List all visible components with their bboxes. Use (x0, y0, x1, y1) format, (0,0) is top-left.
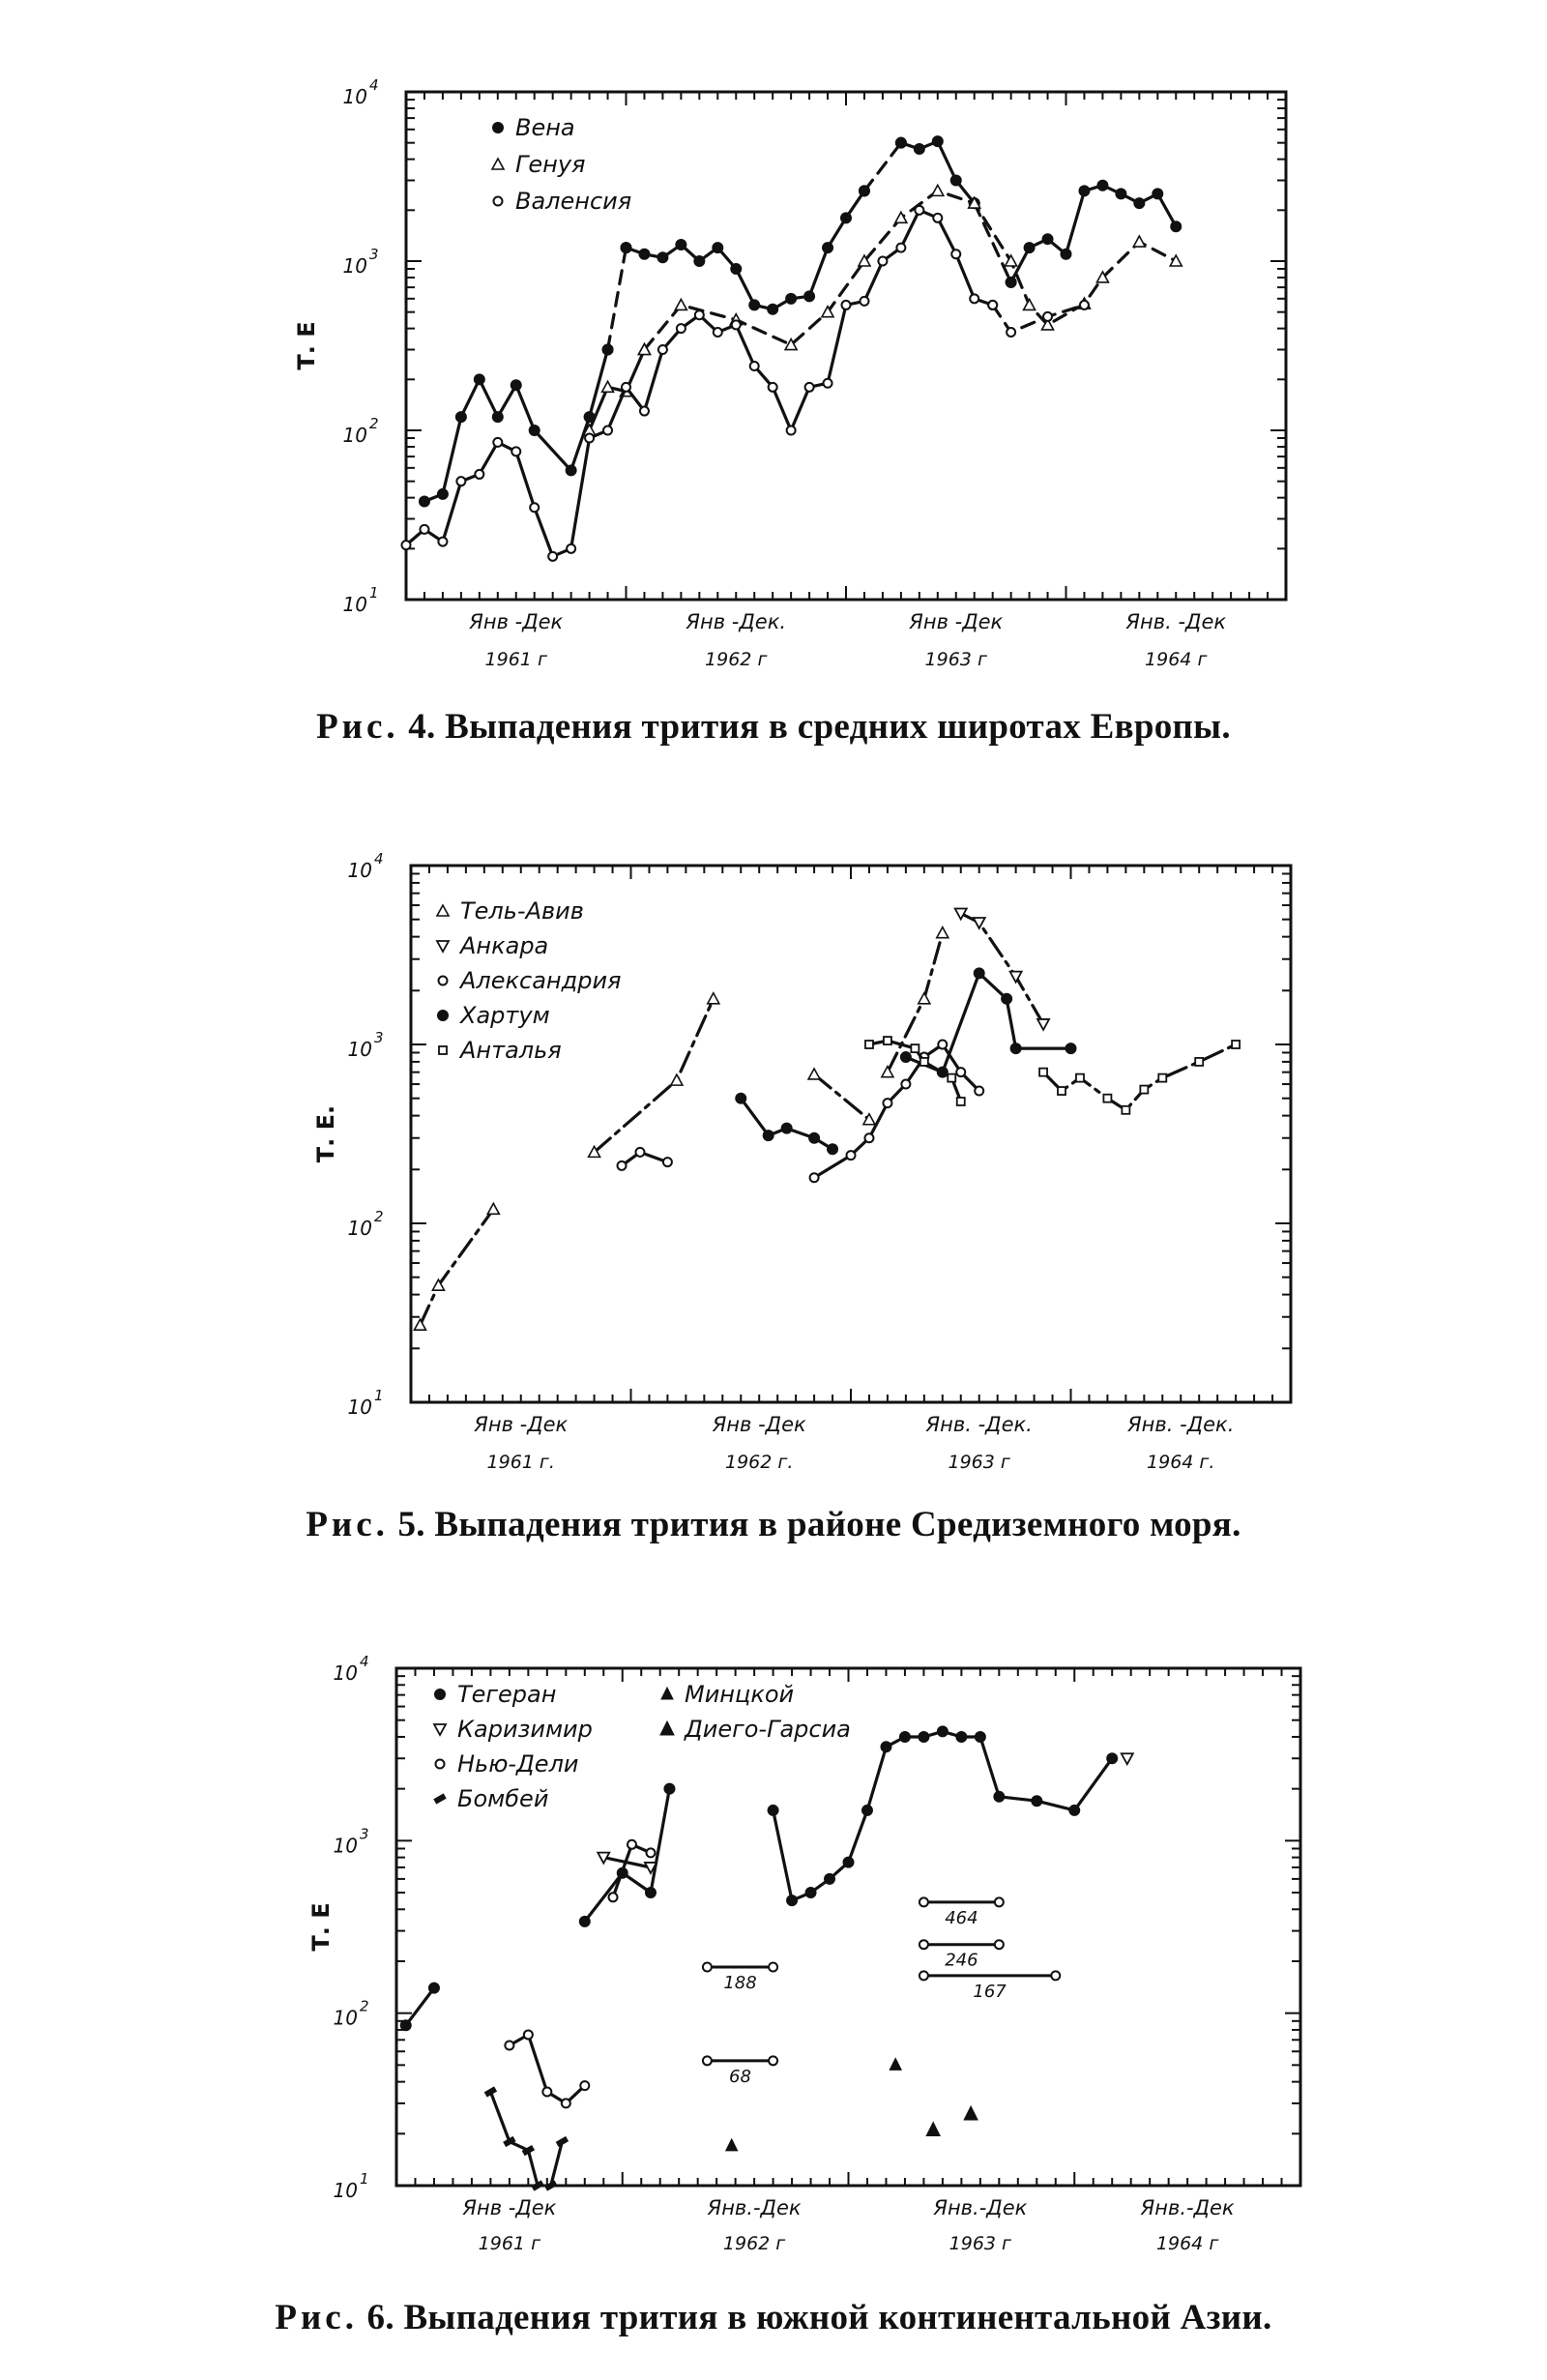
x-group-year-label: 1961 г. (486, 1452, 555, 1473)
data-point (635, 1148, 644, 1157)
data-point (808, 1069, 820, 1079)
x-group-range-label: Янв.-Дек (933, 2196, 1028, 2219)
data-point (402, 541, 411, 549)
data-point (1122, 1753, 1133, 1764)
data-point (676, 240, 686, 250)
data-point (786, 293, 797, 304)
series-line (406, 1988, 434, 2026)
data-point (664, 1783, 675, 1794)
data-point (1024, 299, 1036, 309)
annotation-endpoint (919, 1971, 928, 1980)
legend-label: Хартум (460, 1002, 550, 1029)
data-point (975, 1731, 985, 1742)
series-line (608, 248, 627, 349)
data-point (1103, 1095, 1111, 1102)
y-tick-exponent: 2 (360, 1997, 369, 2015)
data-point (824, 379, 832, 388)
data-point (1069, 1805, 1080, 1815)
data-point (437, 488, 448, 499)
x-group-range-label: Янв. -Дек. (1127, 1413, 1235, 1436)
x-group-range-label: Янв -Дек (469, 610, 564, 633)
data-point (900, 1052, 911, 1063)
series-Минцкой (726, 2058, 901, 2151)
caption-prefix: Рис. (306, 1505, 389, 1544)
data-point (823, 243, 833, 253)
data-point (511, 447, 520, 455)
series-Хартум (736, 968, 1076, 1155)
data-point (1153, 189, 1163, 199)
data-point (932, 185, 944, 195)
data-point (847, 1151, 856, 1160)
data-point (787, 1895, 798, 1906)
x-group-year-label: 1964 г. (1147, 1452, 1215, 1473)
data-point (1122, 1106, 1129, 1114)
data-point (400, 2020, 411, 2031)
figure-6-caption (0, 2297, 1547, 2338)
data-point (1007, 328, 1015, 337)
annotation-label: 188 (723, 1973, 757, 1994)
legend-marker (437, 905, 449, 916)
caption-prefix: Рис. (275, 2298, 358, 2337)
series-line (595, 999, 714, 1153)
data-point (580, 2081, 589, 2090)
data-point (618, 1161, 627, 1170)
legend-label: Валенсия (515, 188, 632, 215)
legend-label: Минцкой (685, 1681, 795, 1708)
data-point (825, 1873, 835, 1884)
series-Бомбей (484, 2086, 569, 2190)
plot-area (312, 850, 1291, 1473)
data-point (694, 256, 705, 267)
data-point (919, 1731, 929, 1742)
data-point (428, 1983, 439, 1993)
data-point (1116, 189, 1126, 199)
x-group-year-label: 1962 г. (724, 1452, 794, 1473)
y-axis-label: Т. Е (293, 321, 320, 370)
data-point (419, 496, 429, 507)
data-point (1158, 1074, 1166, 1082)
data-point (974, 968, 984, 979)
x-group-year-label: 1961 г (478, 2233, 541, 2254)
y-tick-label: 10 (333, 1661, 358, 1685)
data-point (843, 1857, 854, 1867)
y-tick-label: 10 (342, 593, 367, 616)
legend (433, 1681, 851, 1812)
data-point (731, 264, 742, 275)
series-line (551, 2142, 563, 2187)
data-point (956, 1731, 967, 1742)
data-point (455, 412, 466, 423)
series-line (1043, 1044, 1236, 1110)
x-group-range-label: Янв -Дек (474, 1413, 569, 1436)
data-point (675, 299, 686, 309)
legend-marker (494, 197, 503, 206)
legend (492, 114, 631, 215)
data-point (804, 291, 815, 302)
y-tick-exponent: 1 (374, 1387, 384, 1404)
series-Валенсия (402, 206, 1089, 561)
y-tick-label: 10 (347, 1396, 372, 1419)
annotation-label: 68 (729, 2066, 751, 2087)
annotation-label: 167 (973, 1981, 1007, 2002)
legend-label: Диего-Гарсиа (685, 1716, 851, 1743)
y-tick-exponent: 3 (369, 246, 379, 263)
data-point (948, 1074, 955, 1082)
annotation-endpoint (769, 2056, 777, 2065)
data-point (1195, 1058, 1203, 1066)
annotation-endpoint (703, 1963, 712, 1972)
y-tick-label: 10 (342, 85, 367, 108)
data-point (828, 1144, 838, 1155)
series-line (814, 1044, 979, 1178)
data-point (714, 328, 722, 337)
data-point (492, 412, 503, 423)
annotation-label: 246 (945, 1950, 978, 1971)
y-tick-exponent: 4 (374, 850, 384, 867)
data-point (750, 362, 759, 370)
x-group-range-label: Янв.-Дек (1140, 2196, 1235, 2219)
legend-label: Бомбей (457, 1785, 549, 1812)
series-line (993, 305, 1085, 332)
legend (437, 897, 621, 1064)
legend-label: Анталья (460, 1037, 562, 1064)
data-point (603, 426, 612, 435)
legend-marker (660, 1721, 674, 1735)
data-point (926, 2123, 940, 2136)
data-point (901, 1080, 910, 1089)
x-group-range-label: Янв -Дек (909, 610, 1004, 633)
figure-4-caption (0, 706, 1547, 748)
chart-mediterranean (0, 822, 1547, 1489)
data-point (438, 538, 447, 546)
data-point (1010, 1043, 1021, 1054)
data-point (1133, 236, 1145, 247)
data-point (769, 383, 777, 392)
data-point (895, 212, 907, 222)
series-Диего-Гарсиа (926, 2106, 978, 2136)
data-point (964, 2106, 978, 2120)
y-tick-label: 10 (347, 1038, 372, 1061)
data-point (567, 544, 575, 553)
data-point (1039, 1069, 1047, 1076)
data-point (975, 1087, 983, 1096)
data-point (895, 137, 906, 148)
data-point (781, 1123, 792, 1133)
data-point (529, 426, 540, 436)
y-tick-label: 10 (333, 1834, 358, 1858)
y-tick-exponent: 1 (360, 2170, 369, 2188)
caption-text: 6. Выпадения трития в южной континентальной Азии. (366, 2298, 1272, 2337)
axis-frame (396, 1668, 1300, 2186)
data-point (579, 1916, 590, 1926)
legend-marker (435, 1690, 446, 1700)
y-tick-exponent: 3 (360, 1825, 369, 1843)
data-point (1042, 234, 1053, 245)
data-point (456, 477, 465, 485)
data-point (938, 1041, 947, 1049)
data-point (708, 993, 719, 1004)
annotation-endpoint (919, 1940, 928, 1949)
y-tick-exponent: 4 (369, 76, 379, 94)
annotation-label: 464 (945, 1907, 978, 1928)
data-point (645, 1888, 656, 1898)
data-point (677, 324, 686, 333)
data-point (932, 136, 943, 147)
x-group-range-label: Янв -Дек (712, 1413, 806, 1436)
data-point (956, 1068, 965, 1076)
legend-marker (661, 1688, 673, 1699)
x-group-year-label: 1963 г (924, 649, 987, 670)
data-point (1024, 243, 1035, 253)
data-point (1080, 301, 1089, 309)
x-group-range-label: Янв -Дек. (686, 610, 787, 633)
data-point (414, 1319, 425, 1330)
data-point (1002, 993, 1012, 1004)
data-point (657, 252, 668, 263)
data-point (1043, 312, 1052, 321)
series-Генуя (584, 185, 1182, 435)
data-point (974, 918, 985, 928)
plot-area (307, 1653, 1300, 2254)
data-point (1107, 1753, 1118, 1764)
data-point (609, 1893, 618, 1901)
data-point (915, 206, 923, 215)
data-point (890, 2058, 901, 2070)
data-point (695, 310, 704, 319)
data-point (585, 434, 594, 443)
data-point (420, 525, 428, 534)
data-point (475, 470, 483, 479)
y-axis-label: Т. Е. (312, 1104, 339, 1163)
x-group-range-label: Янв. -Дек (1125, 610, 1227, 633)
legend-label: Каризимир (457, 1716, 593, 1743)
x-group-year-label: 1964 г (1155, 2233, 1219, 2254)
caption-text: 4. Выпадения трития в средних широтах Европы. (408, 707, 1231, 747)
data-point (542, 2087, 551, 2096)
data-point (658, 345, 667, 354)
data-point (622, 383, 630, 392)
data-point (920, 1058, 928, 1066)
series-line (814, 1074, 869, 1120)
series-line (864, 143, 901, 191)
legend-marker (437, 941, 449, 952)
data-point (621, 243, 631, 253)
data-point (562, 2099, 570, 2107)
data-point (1032, 1796, 1042, 1807)
data-point (883, 1099, 891, 1107)
y-tick-label: 10 (333, 2179, 358, 2202)
data-point (805, 383, 814, 392)
data-point (1058, 1087, 1065, 1095)
data-point (914, 144, 924, 155)
y-tick-exponent: 3 (374, 1029, 384, 1046)
data-point (787, 426, 796, 435)
caption-prefix: Рис. (316, 707, 399, 747)
y-tick-label: 10 (342, 254, 367, 278)
x-group-range-label: Янв.-Дек (707, 2196, 802, 2219)
y-axis-label: Т. Е (307, 1902, 335, 1952)
data-point (842, 301, 851, 309)
data-point (732, 320, 741, 329)
data-point (749, 300, 760, 310)
legend-label: Анкара (460, 932, 549, 959)
data-point (919, 993, 930, 1004)
data-point (933, 214, 942, 222)
legend-label: Нью-Дели (457, 1750, 579, 1778)
legend-marker (436, 1760, 445, 1769)
data-point (505, 2042, 513, 2050)
data-point (881, 1742, 891, 1752)
data-point (1171, 221, 1182, 232)
data-point (524, 2030, 533, 2039)
legend-label: Тегеран (457, 1681, 557, 1708)
x-group-year-label: 1963 г (948, 1452, 1010, 1473)
data-point (970, 294, 978, 303)
data-point (736, 1093, 746, 1103)
x-group-year-label: 1962 г (705, 649, 768, 670)
data-point (671, 1074, 683, 1085)
plot-area (293, 76, 1286, 670)
data-point (884, 1037, 891, 1044)
data-point (911, 1044, 919, 1052)
series-line (774, 1731, 1113, 1900)
data-point (1037, 1019, 1049, 1030)
chart-south-asia (0, 1615, 1547, 2273)
x-group-year-label: 1961 г (484, 649, 547, 670)
data-point (646, 1848, 655, 1857)
legend-label: Генуя (515, 151, 586, 178)
data-point (639, 249, 650, 259)
data-point (487, 1203, 499, 1214)
data-point (882, 1067, 893, 1077)
caption-text: 5. Выпадения трития в районе Средиземного моря. (397, 1505, 1241, 1544)
data-point (878, 257, 887, 266)
data-point (937, 927, 949, 938)
data-point (863, 1114, 875, 1125)
data-point (810, 1173, 819, 1182)
data-point (805, 1888, 816, 1898)
y-tick-label: 10 (342, 424, 367, 447)
data-point (1065, 1043, 1076, 1054)
legend-label: Тель-Авив (460, 897, 584, 925)
data-point (809, 1132, 820, 1143)
data-point (713, 243, 723, 253)
data-point (548, 552, 557, 561)
y-tick-exponent: 2 (374, 1208, 384, 1225)
data-point (763, 1131, 774, 1141)
data-point (864, 1133, 873, 1142)
data-point (474, 374, 484, 385)
data-point (602, 344, 613, 355)
data-point (1232, 1041, 1240, 1048)
data-point (950, 175, 961, 186)
y-tick-exponent: 1 (369, 584, 379, 602)
data-point (1097, 180, 1108, 191)
data-point (1140, 1086, 1148, 1094)
data-point (860, 297, 868, 306)
legend-marker (492, 159, 504, 169)
x-group-year-label: 1962 г (722, 2233, 786, 2254)
data-point (628, 1840, 636, 1849)
y-tick-exponent: 2 (369, 415, 379, 432)
data-point (957, 1098, 965, 1105)
data-point (896, 244, 905, 252)
data-point (899, 1731, 910, 1742)
annotation-endpoint (919, 1897, 928, 1906)
data-point (951, 250, 960, 258)
series-line (961, 914, 1043, 1024)
data-point (937, 1726, 948, 1737)
chart-europe (0, 0, 1547, 696)
annotation-endpoint (995, 1897, 1004, 1906)
legend-marker (434, 1724, 446, 1735)
y-tick-label: 10 (347, 859, 372, 882)
annotation-endpoint (769, 1963, 777, 1972)
legend-marker (438, 1011, 449, 1021)
x-group-year-label: 1963 г (949, 2233, 1012, 2254)
data-point (1079, 186, 1090, 196)
x-group-range-label: Янв -Дек (462, 2196, 557, 2219)
data-point (493, 438, 502, 447)
legend-marker (439, 1046, 447, 1054)
data-point (566, 465, 576, 476)
series-line (645, 191, 1177, 349)
data-point (640, 407, 649, 416)
data-point (663, 1158, 672, 1166)
legend-marker (433, 1793, 446, 1804)
legend-label: Вена (515, 114, 575, 141)
x-group-range-label: Янв. -Дек. (925, 1413, 1033, 1436)
data-point (1076, 1074, 1084, 1082)
y-tick-exponent: 4 (360, 1653, 369, 1670)
figure-5-caption (0, 1504, 1547, 1545)
annotation-endpoint (703, 2056, 712, 2065)
annotation-endpoint (995, 1940, 1004, 1949)
data-point (1061, 249, 1071, 259)
data-point (988, 301, 997, 309)
legend-marker (439, 977, 448, 985)
series-line (1011, 186, 1177, 282)
data-point (530, 503, 539, 512)
x-group-year-label: 1964 г (1145, 649, 1208, 670)
data-point (859, 186, 869, 196)
data-point (865, 1041, 873, 1048)
data-point (994, 1791, 1005, 1802)
data-point (1006, 277, 1016, 287)
y-tick-label: 10 (347, 1217, 372, 1240)
data-point (511, 380, 521, 391)
series-line (424, 350, 608, 502)
data-point (726, 2139, 738, 2151)
data-point (1134, 198, 1145, 209)
data-point (861, 1805, 872, 1815)
legend-label: Александрия (460, 967, 622, 994)
series-Анкара (955, 909, 1049, 1030)
y-tick-label: 10 (333, 2006, 358, 2030)
data-point (768, 1805, 778, 1815)
series-line (975, 203, 1011, 282)
series-line (421, 1209, 494, 1325)
data-point (768, 304, 778, 314)
legend-marker (493, 123, 504, 133)
annotation-endpoint (1051, 1971, 1060, 1980)
data-point (841, 213, 852, 223)
